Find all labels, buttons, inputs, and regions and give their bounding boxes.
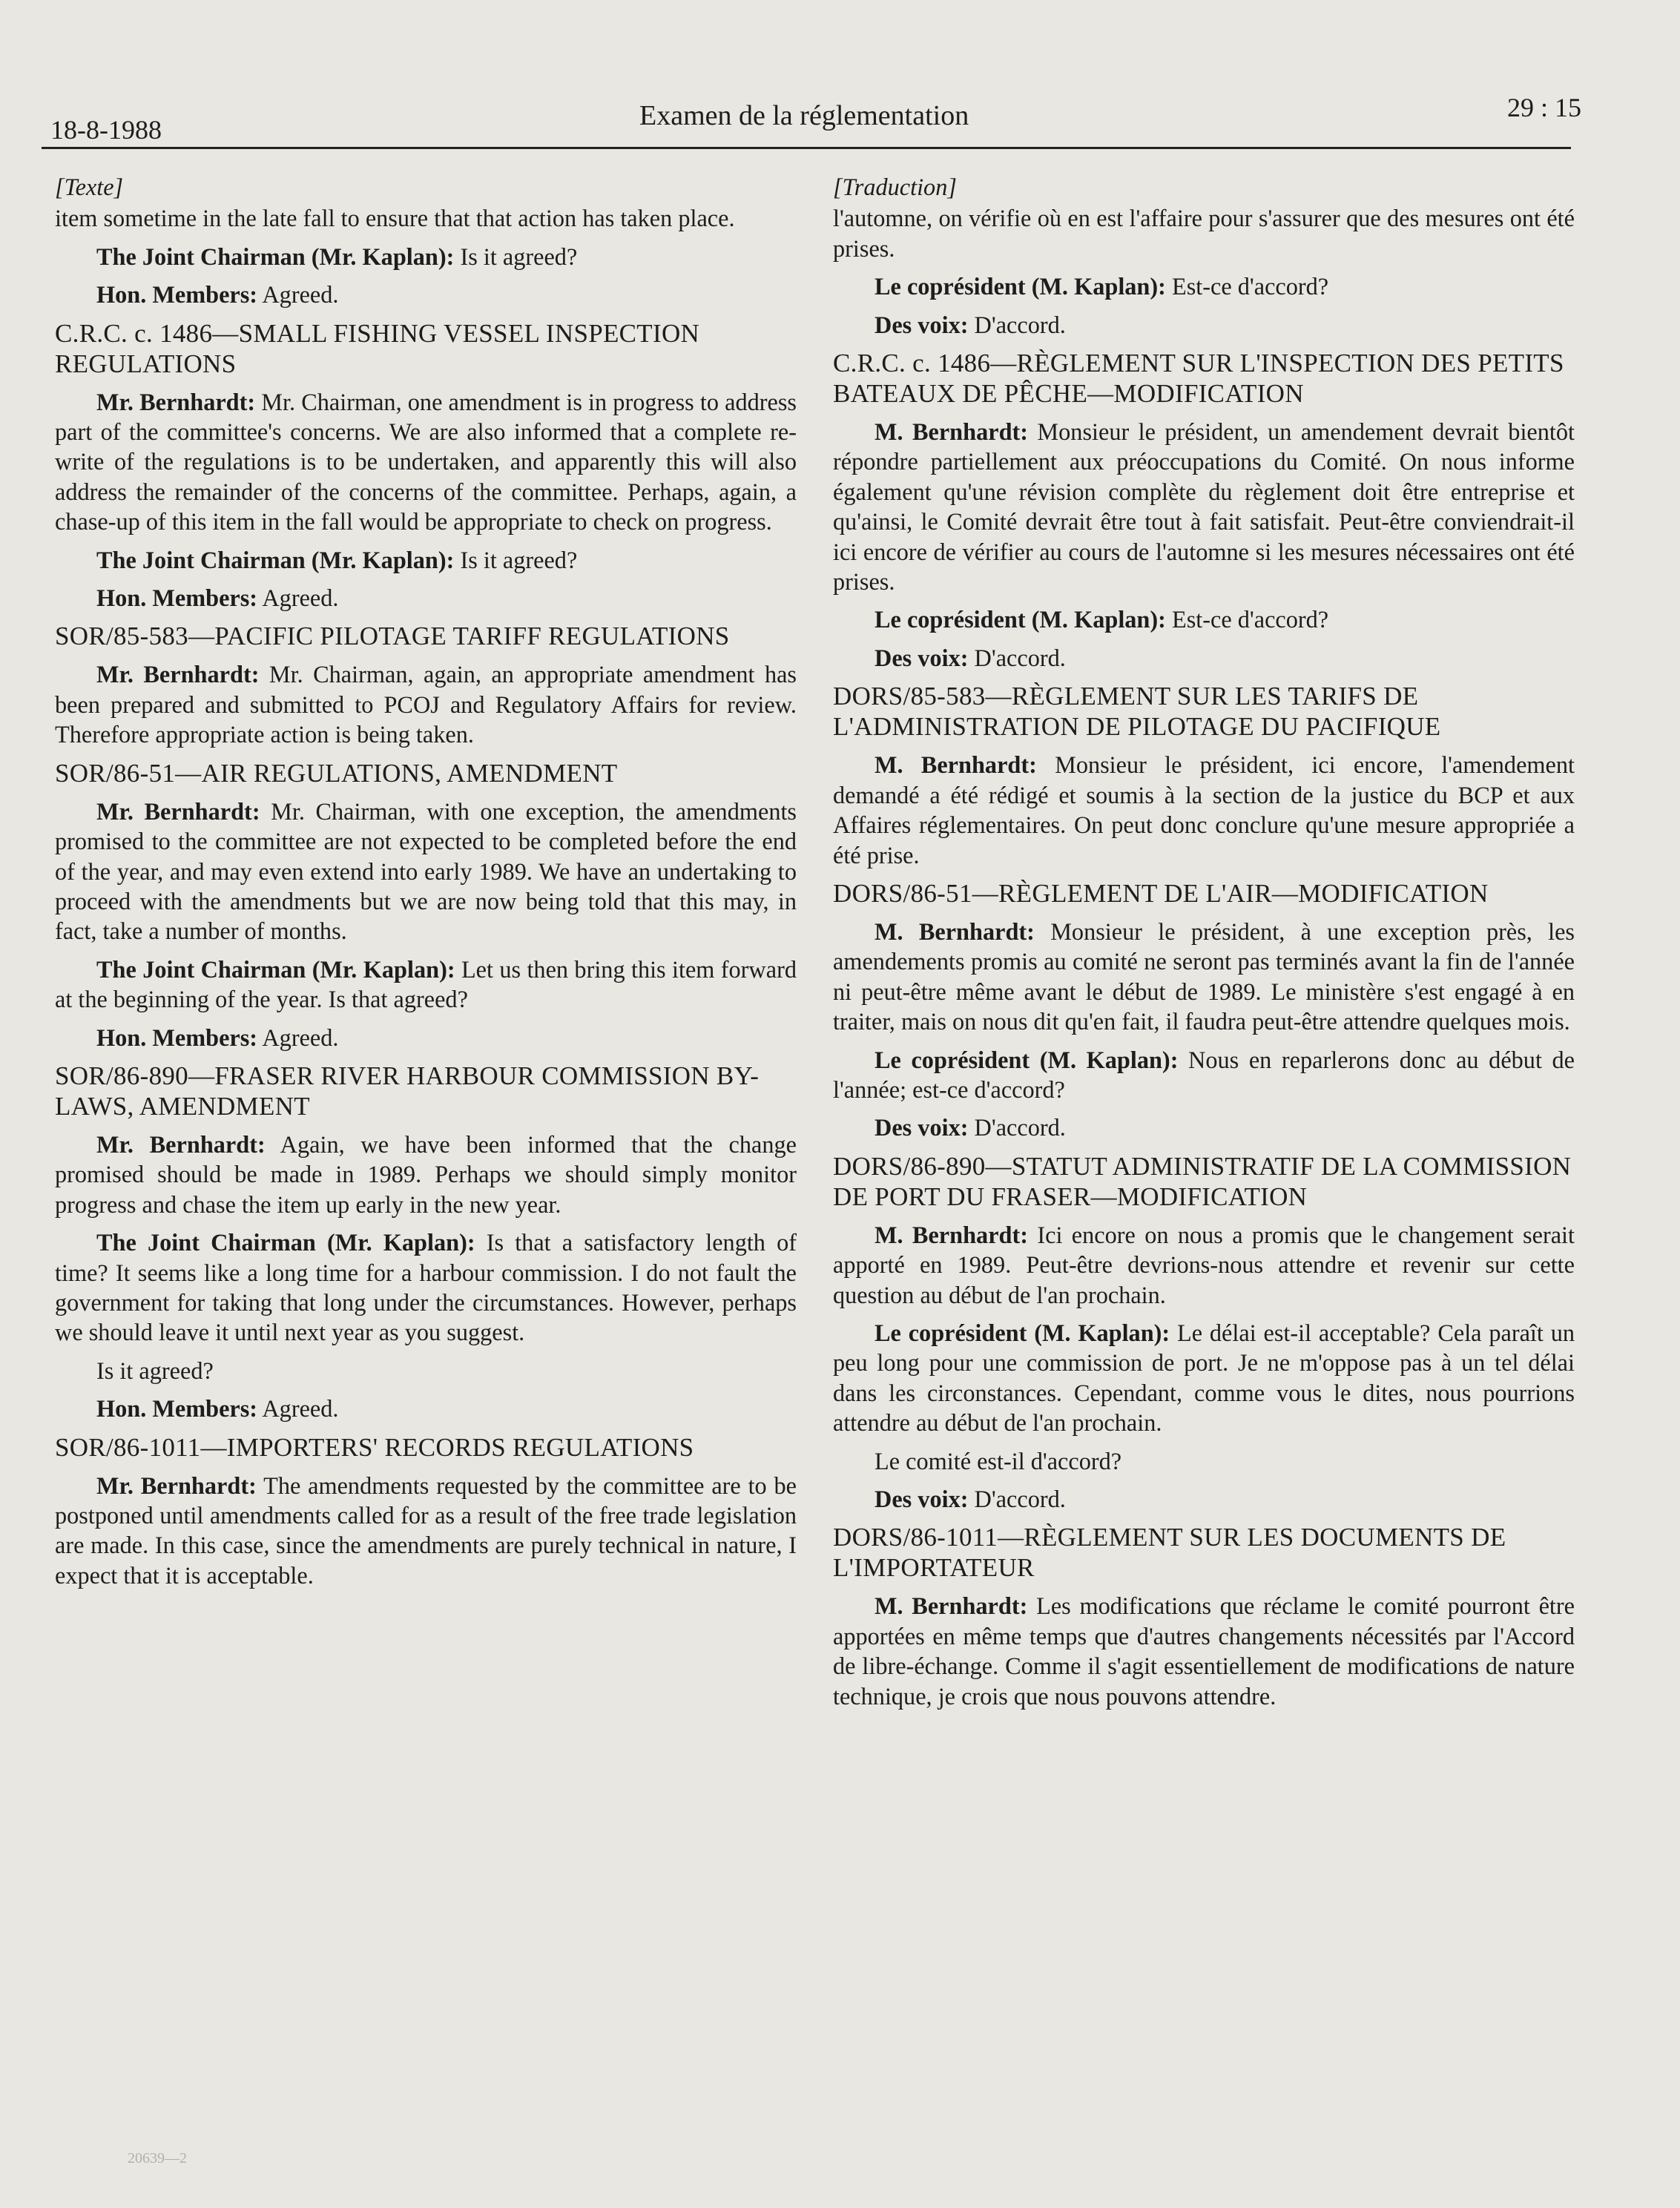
paragraph — [55, 659, 797, 749]
speaker-name: Hon. Members: — [96, 281, 258, 309]
paragraph — [833, 417, 1575, 596]
paragraph-text: Is it agreed? — [454, 243, 578, 270]
paragraph-text: Is it agreed? — [96, 1357, 214, 1384]
paragraph-text: item sometime in the late fall to ensure that that action has taken place. — [55, 205, 735, 232]
speaker-name: Mr. Bernhardt: — [96, 1472, 257, 1499]
speaker-name: Hon. Members: — [96, 1024, 258, 1051]
speaker-name: M. Bernhardt: — [874, 1221, 1029, 1248]
speaker-name: Des voix: — [874, 1114, 969, 1141]
paragraph — [833, 750, 1575, 870]
speaker-name: M. Bernhardt: — [874, 1592, 1028, 1620]
paragraph-text: Est-ce d'accord? — [1165, 606, 1329, 633]
header-date: 18-8-1988 — [50, 115, 162, 145]
paragraph-text: Agreed. — [257, 584, 339, 612]
speaker-name: Mr. Bernhardt: — [96, 661, 260, 688]
paragraph-text: Le délai est-il acceptable? Cela paraît un peu long pour une commission de port. Je ne m'oppose pas à un tel délai dans les circonstances. Cependant, comme vous le dites, nous pourrions attendre au début de l'an prochain. — [833, 1319, 1575, 1437]
paragraph — [833, 917, 1575, 1037]
section-heading: C.R.C. c. 1486—SMALL FISHING VESSEL INSPECTION REGULATIONS — [55, 318, 700, 378]
page-header — [42, 92, 1632, 144]
paragraph — [833, 1446, 1575, 1476]
paragraph — [833, 1484, 1575, 1514]
paragraph — [55, 1023, 797, 1052]
paragraph-text: Agreed. — [257, 281, 339, 309]
paragraph-text: Is it agreed? — [454, 546, 578, 573]
speaker-name: Le coprésident (M. Kaplan): — [874, 1319, 1170, 1346]
speaker-name: Hon. Members: — [96, 1395, 258, 1423]
speaker-name: M. Bernhardt: — [874, 751, 1037, 779]
paragraph — [55, 242, 797, 271]
paragraph — [833, 643, 1575, 673]
footer-code: 20639—2 — [128, 2150, 187, 2166]
paragraph-text: Est-ce d'accord? — [1165, 273, 1329, 300]
paragraph-text: Mr. Chairman, again, an appropriate amendment has been prepared and submitted to PCOJ and Regulatory Affairs for review. Therefore appropriate action is being taken. — [55, 661, 797, 748]
speaker-name: Des voix: — [874, 644, 969, 671]
paragraph-text: Les modifications que réclame le comité pourront être apportées en même temps que d'autres changements nécessités par l'Accord de libre-échange. Comme il s'agit essentiellement de modifications de nature technique, je crois que nous pouvons attendre. — [833, 1592, 1575, 1710]
speaker-name: Mr. Bernhardt: — [96, 388, 256, 415]
paragraph-text: Again, we have been informed that the change promised should be made in 1989. Perhaps we should simply monitor progress and chase the item up early in the new year. — [55, 1130, 797, 1218]
paragraph — [55, 583, 797, 613]
paragraph-text: Let us then bring this item forward at the beginning of the year. Is that agreed? — [55, 955, 797, 1013]
paragraph — [55, 387, 797, 537]
paragraph-text: The amendments requested by the committee are to be postponed until amendments called for as a result of the free trade legislation are made. In this case, since the amendments are purely technical in nature, I expect that it is acceptable. — [55, 1472, 797, 1589]
paragraph — [833, 310, 1575, 340]
header-rule — [42, 147, 1571, 149]
section-heading: DORS/85-583—RÈGLEMENT SUR LES TARIFS DE L'ADMINISTRATION DE PILOTAGE DU PACIFIQUE — [833, 682, 1441, 742]
paragraph — [55, 1130, 797, 1219]
paragraph-text: Le comité est-il d'accord? — [874, 1447, 1122, 1474]
paragraph — [833, 1113, 1575, 1142]
speaker-name: M. Bernhardt: — [874, 917, 1035, 945]
section-heading: C.R.C. c. 1486—RÈGLEMENT SUR L'INSPECTION DES PETITS BATEAUX DE PÊCHE—MODIFICATION — [833, 349, 1564, 409]
paragraph — [833, 1591, 1575, 1711]
paragraph — [833, 203, 1575, 263]
section-heading: DORS/86-890—STATUT ADMINISTRATIF DE LA COMMISSION DE PORT DU FRASER—MODIFICATION — [833, 1151, 1572, 1211]
speaker-name: Des voix: — [874, 1486, 969, 1512]
column-english-body — [55, 203, 797, 1590]
paragraph — [833, 604, 1575, 634]
paragraph-text: Agreed. — [257, 1024, 339, 1051]
section-heading: DORS/86-51—RÈGLEMENT DE L'AIR—MODIFICATION — [833, 878, 1489, 908]
paragraph-text: Monsieur le président, ici encore, l'amendement demandé a été rédigé et soumis à la section de la justice du BCP et aux Affaires réglementaires. On peut donc conclure qu'une mesure appropriée a été prise. — [833, 751, 1575, 869]
paragraph-text: l'automne, on vérifie où en est l'affaire pour s'assurer que des mesures ont été prises. — [833, 205, 1575, 262]
speaker-name: M. Bernhardt: — [874, 418, 1029, 446]
paragraph-text: Is that a satisfactory length of time? It seems like a long time for a harbour commission. I do not fault the government for taking that long under the circumstances. However, perhaps we should leave it until next year as you suggest. — [55, 1229, 797, 1346]
column-label-texte: [Texte] — [55, 174, 124, 200]
paragraph-text: D'accord. — [968, 311, 1066, 338]
paragraph — [55, 280, 797, 309]
speaker-name: Des voix: — [874, 311, 969, 338]
paragraph — [55, 203, 797, 233]
speaker-name: Mr. Bernhardt: — [96, 1130, 266, 1158]
speaker-name: The Joint Chairman (Mr. Kaplan): — [96, 243, 455, 270]
paragraph — [833, 1318, 1575, 1438]
section-heading: SOR/86-51—AIR REGULATIONS, AMENDMENT — [55, 758, 618, 788]
paragraph — [55, 1394, 797, 1423]
speaker-name: The Joint Chairman (Mr. Kaplan): — [96, 546, 455, 573]
paragraph-text: D'accord. — [968, 644, 1066, 671]
paragraph-text: Ici encore on nous a promis que le changement serait apporté en 1989. Peut-être devrions-nous attendre et revenir sur cette question au début de l'an prochain. — [833, 1221, 1575, 1308]
paragraph — [55, 1227, 797, 1348]
paragraph-text: Agreed. — [257, 1395, 339, 1423]
header-title: Examen de la réglementation — [639, 100, 969, 131]
paragraph — [55, 545, 797, 575]
speaker-name: Le coprésident (M. Kaplan): — [874, 606, 1166, 633]
speaker-name: Mr. Bernhardt: — [96, 797, 260, 825]
paragraph — [833, 1220, 1575, 1310]
speaker-name: Le coprésident (M. Kaplan): — [874, 1046, 1179, 1073]
section-heading: SOR/85-583—PACIFIC PILOTAGE TARIFF REGULATIONS — [55, 622, 730, 651]
paragraph — [55, 955, 797, 1015]
section-heading: DORS/86-1011—RÈGLEMENT SUR LES DOCUMENTS DE L'IMPORTATEUR — [833, 1523, 1506, 1583]
paragraph-text: Mr. Chairman, one amendment is in progress to address part of the committee's concerns. We are also informed that a complete re-write of the regulations is to be undertaken, and apparently this will also address the remainder of the concerns of the committee. Perhaps, again, a chase-up of this item in the fall would be appropriate to check on progress. — [55, 388, 797, 535]
section-heading: SOR/86-890—FRASER RIVER HARBOUR COMMISSION BY-LAWS, AMENDMENT — [55, 1061, 760, 1121]
header-page-number: 29 : 15 — [1506, 93, 1581, 122]
paragraph-text: D'accord. — [968, 1114, 1066, 1141]
paragraph — [833, 271, 1575, 301]
paragraph-text: Nous en reparlerons donc au début de l'année; est-ce d'accord? — [833, 1046, 1575, 1103]
speaker-name: Hon. Members: — [96, 584, 258, 612]
paragraph-text: D'accord. — [968, 1486, 1066, 1512]
speaker-name: The Joint Chairman (Mr. Kaplan): — [96, 955, 455, 983]
paragraph-text: Monsieur le président, à une exception près, les amendements promis au comité ne seront pas terminés avant la fin de l'année ni peut-être même avant le début de 1989. Le ministère s'est engagé à en traiter, mais on nous dit qu'en fait, il faudra peut-être attendre quelques mois. — [833, 917, 1575, 1035]
paragraph — [833, 1045, 1575, 1105]
column-label-traduction: [Traduction] — [833, 174, 957, 200]
paragraph — [55, 1471, 797, 1591]
column-french-body — [833, 203, 1575, 1711]
column-english — [55, 172, 797, 1598]
paragraph-text: Monsieur le président, un amendement devrait bientôt répondre partiellement aux préoccupations du Comité. On nous informe également qu'une révision complète du règlement doit être entreprise et qu'ainsi, le Comité devrait être tout à fait satisfait. Peut-être conviendrait-il ici encore de vérifier au cours de l'automne si les mesures nécessaires ont été prises. — [833, 418, 1575, 596]
column-french — [833, 172, 1575, 1719]
section-heading: SOR/86-1011—IMPORTERS' RECORDS REGULATIONS — [55, 1432, 694, 1462]
paragraph-text: Mr. Chairman, with one exception, the amendments promised to the committee are not expected to be completed before the end of the year, and may even extend into early 1989. We have an undertaking to proceed with the amendments but we are now being told that this may, in fact, take a number of months. — [55, 797, 797, 945]
speaker-name: Le coprésident (M. Kaplan): — [874, 273, 1166, 300]
speaker-name: The Joint Chairman (Mr. Kaplan): — [96, 1229, 475, 1256]
paragraph — [55, 1356, 797, 1385]
paragraph — [55, 797, 797, 946]
